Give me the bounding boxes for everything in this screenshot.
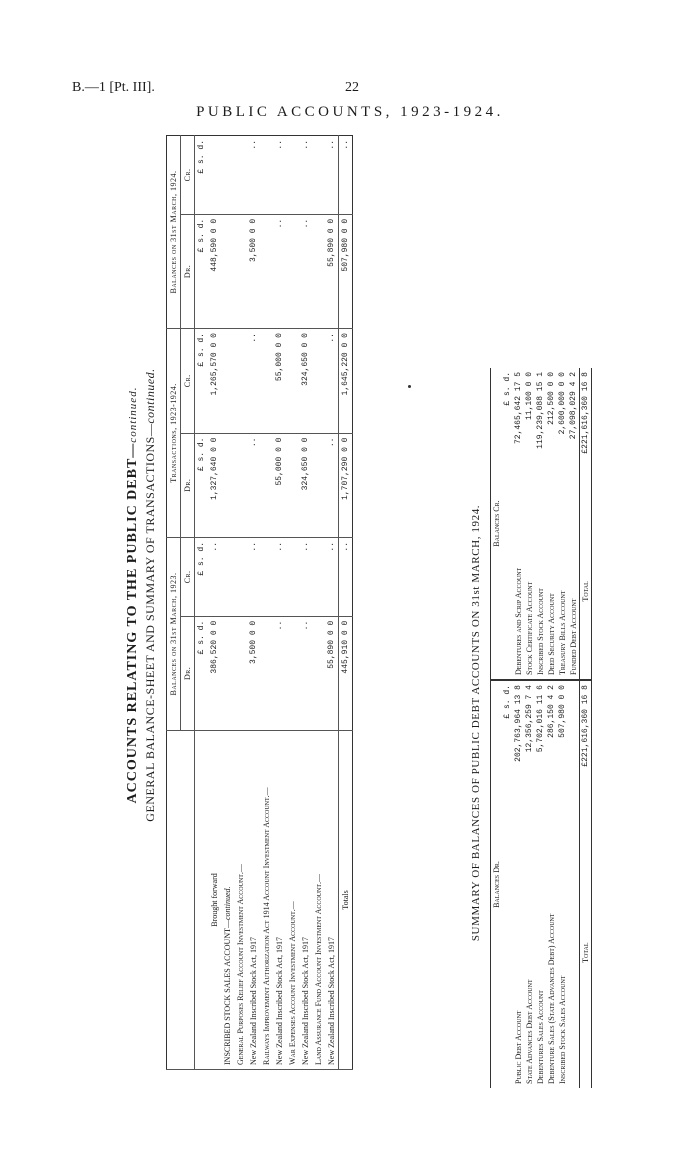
dr-column-heading: Balances Dr.	[492, 861, 501, 908]
page-title: PUBLIC ACCOUNTS, 1923-1924.	[196, 104, 504, 120]
account-heading-row: INSCRIBED STOCK SALES ACCOUNT—continued.	[221, 136, 234, 1070]
units-label: £ s. d.	[503, 685, 512, 719]
col-group-transactions: Transactions, 1923-1924.	[167, 329, 181, 538]
cr-column-heading: Balances Cr.	[491, 368, 503, 680]
col-group-1923: Balances on 31st March, 1923.	[167, 537, 181, 730]
table-row: War Expenses Account Investment Account.—	[286, 136, 299, 1070]
summary-row: Debenture Sales (State Advances Debt) Account 286,150 4 2 Deed Security Account 212,500 0 0	[547, 372, 556, 1084]
brought-forward-row: Brought forward 386,520 0 0 .. 1,327,640 0 0 1,265,570 0 0 448,590 0 0	[208, 136, 221, 1070]
cr-header: Cr.	[181, 329, 195, 433]
table-row: New Zealand Inscribed Stock Act, 1917 3,500 0 0 .. .. .. 3,500 0 0 ..	[247, 136, 260, 1070]
balance-sheet-table	[166, 135, 353, 1070]
totals-row: Totals 445,910 0 0 .. 1,707,290 0 0 1,645,220 0 0 507,980 0 0 ..	[339, 136, 353, 1070]
document-reference: B.—1 [Pt. III].	[72, 80, 155, 95]
summary-row: State Advances Debt Account 12,356,259 7 4 Stock Certificate Account 11,100 0 0	[525, 372, 534, 1084]
print-mark	[408, 385, 411, 388]
dr-header: Dr.	[181, 433, 195, 537]
section-title: ACCOUNTS RELATING TO THE PUBLIC DEBT—continued.	[125, 386, 140, 804]
table-row: Railways Improvement Authorization Act 1914 Account Investment Account.—	[260, 136, 273, 1070]
summary-row: Inscribed Stock Sales Account 507,980 0 0 Treasury Bills Account 2,600,000 0 0	[558, 372, 567, 1084]
summary-section	[470, 358, 700, 1088]
dr-header: Dr.	[181, 214, 195, 328]
dr-header: Dr.	[181, 616, 195, 730]
cr-header: Cr.	[181, 136, 195, 215]
summary-row: Funded Debt Account 27,098,029 4 2	[568, 368, 580, 1088]
units-label: £ s. d.	[503, 372, 512, 406]
table-row: General Purposes Relief Account Investment Account.—	[234, 136, 247, 1070]
summary-total-row: Total £221,616,360 16 8 Total £221,616,360 16 8	[580, 368, 592, 1088]
table-row: Land Assurance Fund Account Investment Account.—	[312, 136, 325, 1070]
summary-row: Debentures Sales Account 5,702,016 11 6 Inscribed Stock Account 119,239,088 15 1	[536, 372, 545, 1084]
section-subtitle: GENERAL BALANCE-SHEET AND SUMMARY OF TRANSACTIONS—continued.	[143, 368, 157, 822]
balance-sheet-section	[125, 120, 465, 1070]
table-row: New Zealand Inscribed Stock Act, 1917 .. .. 324,650 0 0 324,650 0 0 .. ..	[299, 136, 312, 1070]
summary-title: SUMMARY OF BALANCES OF PUBLIC DEBT ACCOUNTS ON 31st MARCH, 1924.	[470, 504, 482, 942]
table-row: New Zealand Inscribed Stock Act, 1917 .. .. 55,000 0 0 55,000 0 0 .. ..	[273, 136, 286, 1070]
description-header	[167, 731, 195, 1070]
col-group-1924: Balances on 31st March, 1924.	[167, 136, 181, 329]
summary-row: Public Debt Account 202,763,964 13 8 Debentures and Scrip Account 72,465,642 17 5	[514, 372, 523, 1084]
page-number: 22	[345, 80, 359, 95]
table-row: New Zealand Inscribed Stock Act, 1917 55,890 0 0 .. .. .. 55,890 0 0 ..	[325, 136, 339, 1070]
units-row: £ s. d. £ s. d. £ s. d. £ s. d. £ s. d. £ s. d.	[195, 136, 209, 1070]
summary-table	[490, 368, 592, 1088]
cr-header: Cr.	[181, 537, 195, 616]
